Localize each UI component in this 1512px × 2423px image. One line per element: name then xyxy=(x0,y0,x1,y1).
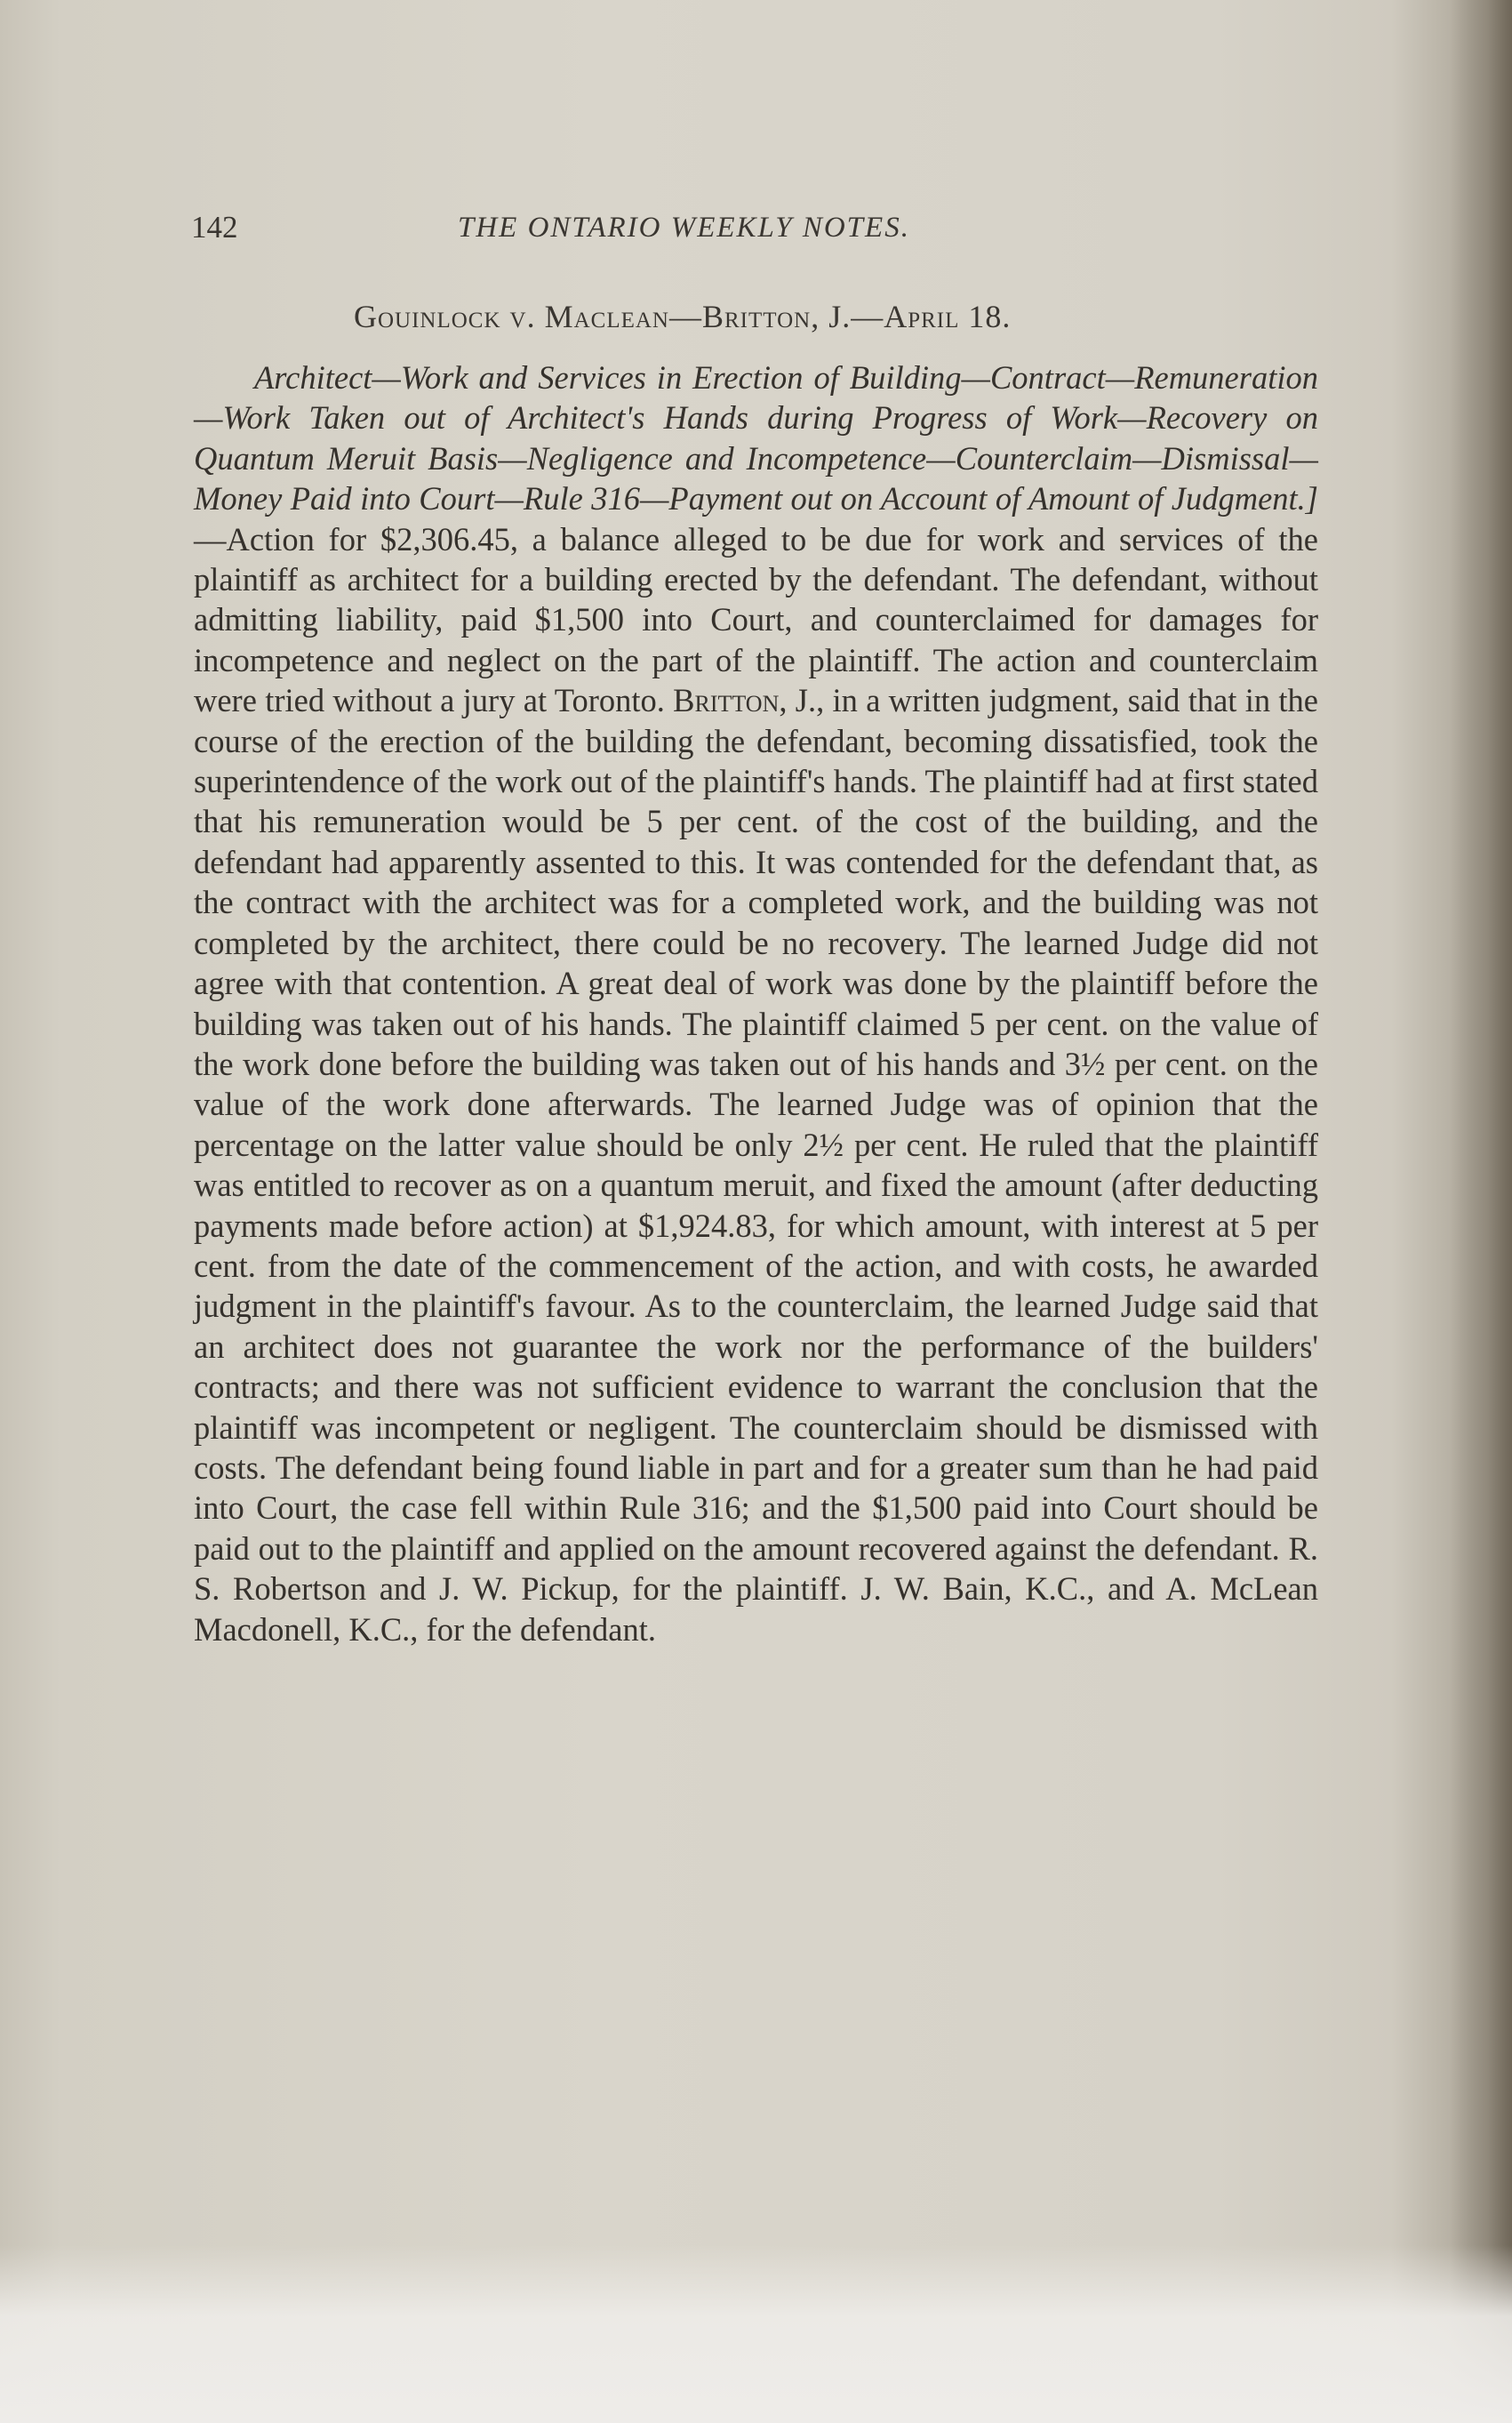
judge-name: Britton, J. xyxy=(673,682,817,719)
page-header xyxy=(191,210,1302,263)
case-title: Gouinlock v. Maclean—Britton, J.—April 18. xyxy=(354,299,1012,334)
page-bottom-margin xyxy=(0,2245,1512,2423)
report-text-part-1: —Action for $2,306.45, a balance alleged to be due for work and services of the plaintiff as architect for a building erected by the defendant. The defendant, without admitting liability, paid $1,500 into Court, and counterclaimed for damages for incompetence and neglect on the part of the plaintiff. The action and counterclaim were tried without a jury at Toronto. xyxy=(194,520,1318,719)
running-head: THE ONTARIO WEEKLY NOTES. xyxy=(458,212,910,244)
case-report xyxy=(194,357,1318,1649)
report-text-part-2: , in a written judgment, said that in the course of the erection of the building the defendant, becoming dissatisfied, took the superintendence of the work out of the plaintiff's hands. The plaintiff had at first stated that his remuneration would be 5 per cent. of the cost of the building, and the defendant had apparently assented to this. It was contended for the defendant that, as the contract with the architect was for a completed work, and the building was not completed by the architect, there could be no recovery. The learned Judge did not agree with that contention. A great deal of work was done by the plaintiff before the building was taken out of his hands. The plaintiff claimed 5 per cent. on the value of the work done before the building was taken out of his hands and 3½ per cent. on the value of the work done afterwards. The learned Judge was of opinion that the percentage on the latter value should be only 2½ per cent. He ruled that the plaintiff was entitled to recover as on a quantum meruit, and fixed the amount (after deducting payments made before action) at $1,924.83, for which amount, with interest at 5 per cent. from the date of the commencement of the action, and with costs, he awarded judgment in the plaintiff's favour. As to the counterclaim, the learned Judge said that an architect does not guarantee the work nor the performance of the builders' contracts; and there was not sufficient evidence to warrant the conclusion that the plaintiff was incompetent or negligent. The counterclaim should be dismissed with costs. The defendant being found liable in part and for a greater sum than he had paid into Court, the case fell within Rule 316; and the $1,500 paid into Court should be paid out to the plaintiff and applied on the amount recovered against the defendant. R. S. Robertson and J. W. Pickup, for the plaintiff. J. W. Bain, K.C., and A. McLean Macdonell, K.C., for the defendant. xyxy=(194,682,1318,1648)
page-number: 142 xyxy=(191,210,238,245)
spine-shadow xyxy=(1450,0,1512,2423)
headnote: Architect—Work and Services in Erection of Building—Contract—Remuneration—Work Taken out of Architect's Hands during Progress of Work—Recovery on Quantum Meruit Basis—Negligence and Incompetence—Counterclaim—Dismissal—Money Paid into Court—Rule 316—Payment out on Account of Amount of Judgment.] xyxy=(194,359,1318,517)
